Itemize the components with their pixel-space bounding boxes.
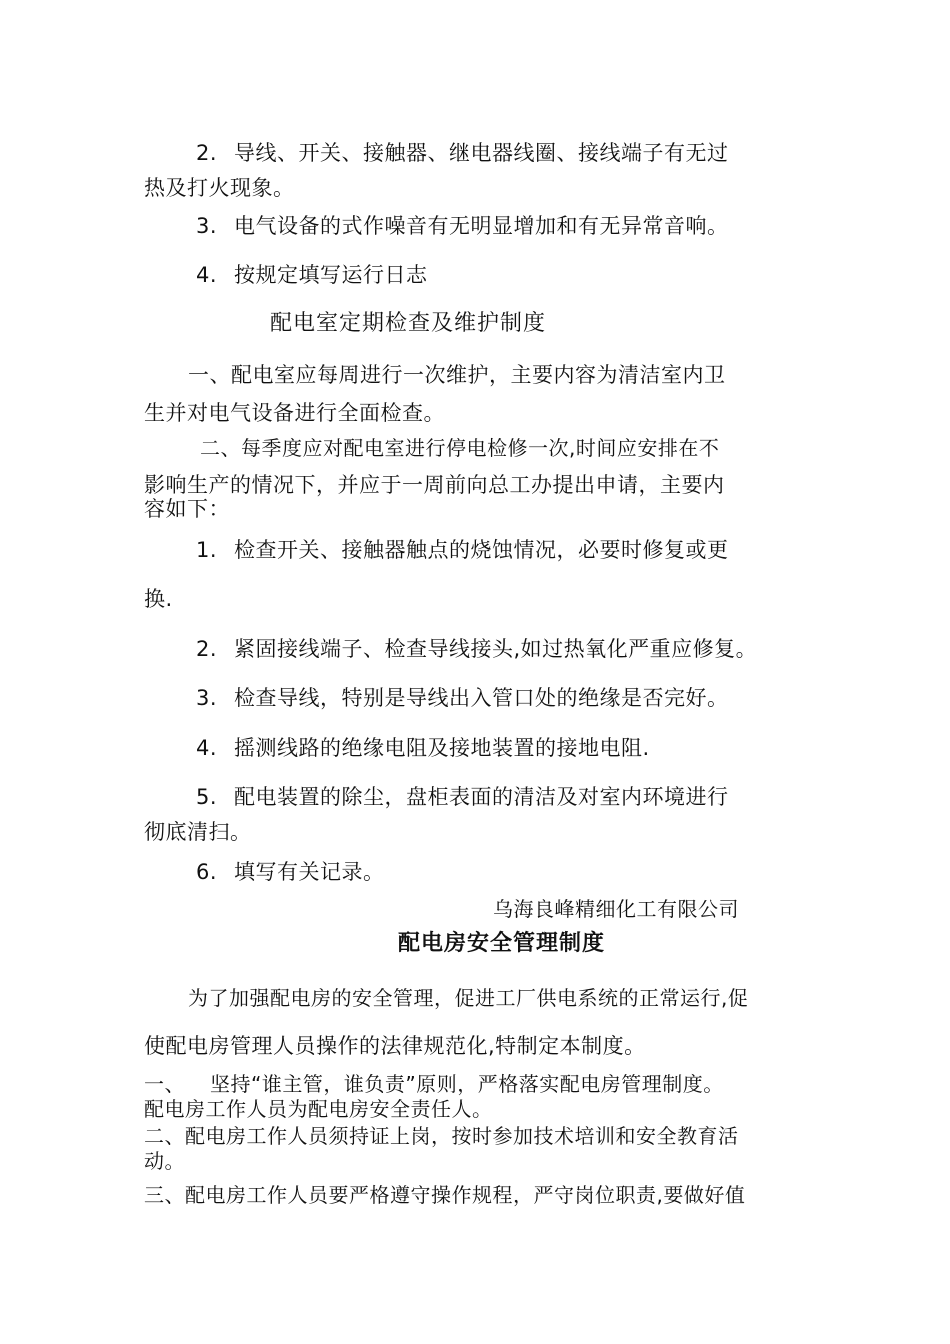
item-2-line-2: 热及打火现象。 <box>144 176 295 200</box>
rule-1-line-2: 配电房工作人员为配电房安全责任人。 <box>144 1097 493 1121</box>
paragraph-2-line-1: 二、每季度应对配电室进行停电检修一次,时间应安排在不 <box>200 436 720 460</box>
section-title-safety: 配电房安全管理制度 <box>398 931 606 956</box>
item-text: 导线、开关、接触器、继电器线圈、接线端子有无过 <box>234 141 729 165</box>
check-item-6 <box>196 859 385 885</box>
rule-1-line-1 <box>144 1071 724 1097</box>
item-text: 配电装置的除尘，盘柜表面的清洁及对室内环境进行 <box>234 785 729 809</box>
item-text: 摇测线路的绝缘电阻及接地装置的接地电阻. <box>234 736 650 760</box>
check-item-2 <box>196 636 757 662</box>
company-signature: 乌海良峰精细化工有限公司 <box>493 897 739 921</box>
rule-text: 坚持“谁主管，谁负责”原则，严格落实配电房管理制度。 <box>210 1072 724 1096</box>
check-item-1-line-1 <box>196 537 729 563</box>
item-2-line-1 <box>196 140 729 166</box>
paragraph-1-line-1: 一、配电室应每周进行一次维护，主要内容为清洁室内卫 <box>188 363 726 387</box>
paragraph-2-line-2: 影响生产的情况下，并应于一周前向总工办提出申请，主要内 <box>144 473 725 497</box>
item-number: 2. <box>196 141 218 165</box>
check-item-3 <box>196 685 729 711</box>
rule-2-line-2: 动。 <box>144 1149 185 1173</box>
item-number: 4. <box>196 736 218 760</box>
check-item-4 <box>196 735 650 761</box>
item-text: 检查导线，特别是导线出入管口处的绝缘是否完好。 <box>234 686 729 710</box>
item-number: 6. <box>196 860 218 884</box>
item-text: 电气设备的式作噪音有无明显增加和有无异常音响。 <box>234 214 729 238</box>
rule-number: 一、 <box>144 1072 185 1096</box>
rule-3-line-1: 三、配电房工作人员要严格遵守操作规程，严守岗位职责,要做好值 <box>144 1183 746 1207</box>
item-text: 按规定填写运行日志 <box>234 263 428 287</box>
item-4 <box>196 262 428 288</box>
check-item-1-line-2: 换. <box>144 587 173 611</box>
item-text: 填写有关记录。 <box>234 860 385 884</box>
item-text: 检查开关、接触器触点的烧蚀情况，必要时修复或更 <box>234 538 729 562</box>
check-item-5-line-2: 彻底清扫。 <box>144 820 252 844</box>
item-number: 1. <box>196 538 218 562</box>
intro-line-2: 使配电房管理人员操作的法律规范化,特制定本制度。 <box>144 1034 646 1058</box>
paragraph-1-line-2: 生并对电气设备进行全面检查。 <box>144 401 445 425</box>
section-title-maintenance: 配电室定期检查及维护制度 <box>270 311 547 336</box>
intro-line-1: 为了加强配电房的安全管理，促进工厂供电系统的正常运行,促 <box>188 986 749 1010</box>
item-number: 3. <box>196 686 218 710</box>
item-number: 2. <box>196 637 218 661</box>
item-text: 紧固接线端子、检查导线接头,如过热氧化严重应修复。 <box>234 637 758 661</box>
paragraph-2-line-3: 容如下： <box>144 497 230 521</box>
item-number: 5. <box>196 785 218 809</box>
item-number: 3. <box>196 214 218 238</box>
rule-2-line-1: 二、配电房工作人员须持证上岗，按时参加技术培训和安全教育活 <box>144 1124 739 1148</box>
check-item-5-line-1 <box>196 784 729 810</box>
item-3 <box>196 213 729 239</box>
item-number: 4. <box>196 263 218 287</box>
